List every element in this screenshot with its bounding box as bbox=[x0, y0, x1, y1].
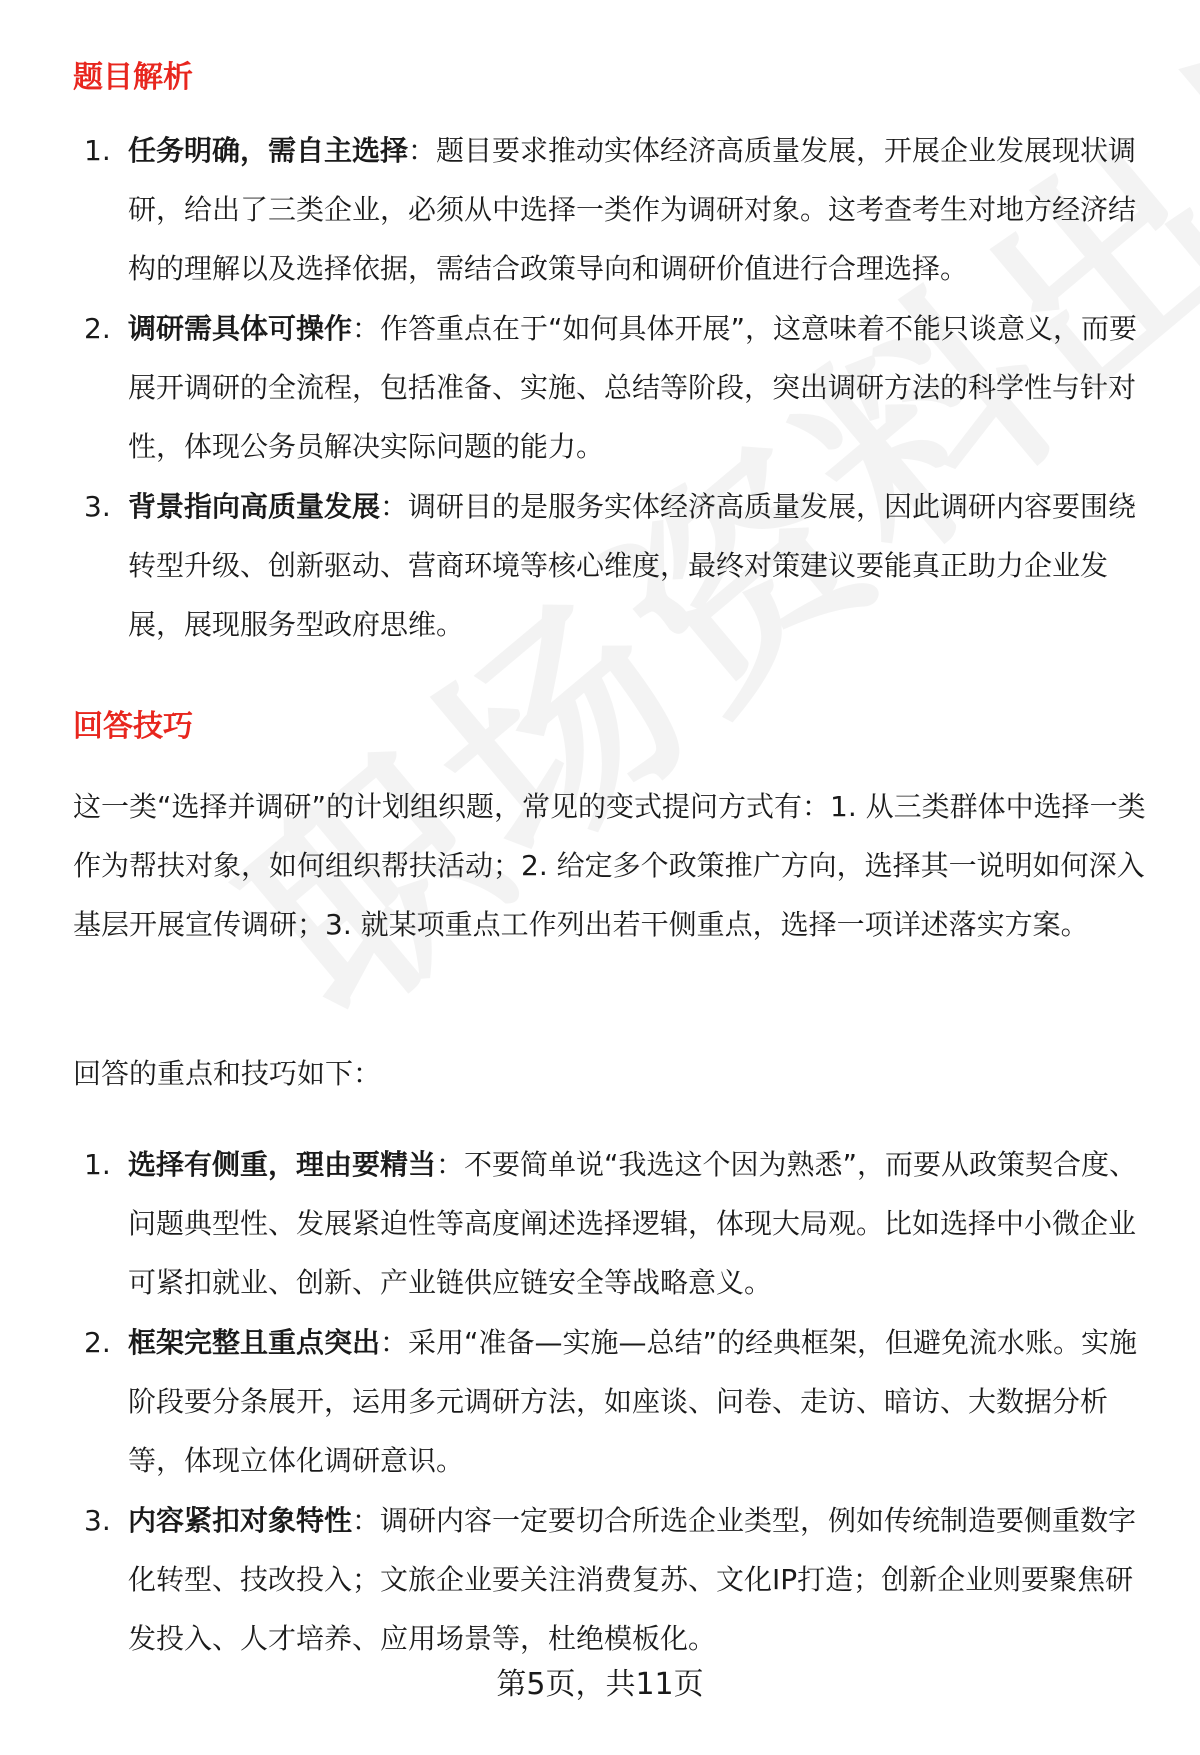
list-item-body: ：题目要求推动实体经济高质量发展，开展企业发展现状调研，给出了三类企业，必须从中选择一类作为调研对象。这考查考生对地方经济结构的理解以及选择依据，需结合政策导向和调研价值进行合理选择。 bbox=[128, 134, 1137, 285]
list-item bbox=[0, 299, 1200, 476]
list-item-text bbox=[128, 121, 1138, 298]
list-item-body: ：采用“准备—实施—总结”的经典框架，但避免流水账。实施阶段要分条展开，运用多元调研方法，如座谈、问卷、走访、暗访、大数据分析等，体现立体化调研意识。 bbox=[128, 1326, 1138, 1477]
list-item-number: 3. bbox=[84, 1504, 111, 1537]
section-heading-analysis: 题目解析 bbox=[73, 60, 193, 95]
list-item-text bbox=[128, 477, 1138, 654]
list-item-body: ：调研内容一定要切合所选企业类型，例如传统制造要侧重数字化转型、技改投入；文旅企业要关注消费复苏、文化IP打造；创新企业则要聚焦研发投入、人才培养、应用场景等，杜绝模板化。 bbox=[128, 1504, 1137, 1655]
list-item-title: 内容紧扣对象特性 bbox=[128, 1504, 353, 1537]
list-item bbox=[0, 1491, 1200, 1668]
list-item-title: 框架完整且重点突出 bbox=[128, 1326, 381, 1359]
tips-list bbox=[0, 1135, 1200, 1669]
list-item-title: 背景指向高质量发展 bbox=[128, 490, 381, 523]
list-item-text bbox=[128, 1313, 1138, 1490]
list-item bbox=[0, 477, 1200, 654]
list-item-number: 1. bbox=[84, 134, 111, 167]
section-heading-tips: 回答技巧 bbox=[73, 709, 193, 744]
list-item-number: 2. bbox=[84, 1326, 111, 1359]
page-number-footer: 第5页，共11页 bbox=[496, 1667, 704, 1702]
list-item-body: ：作答重点在于“如何具体开展”，这意味着不能只谈意义，而要展开调研的全流程，包括准备、实施、总结等阶段，突出调研方法的科学性与针对性，体现公务员解决实际问题的能力。 bbox=[128, 312, 1138, 463]
list-item-body: ：不要简单说“我选这个因为熟悉”，而要从政策契合度、问题典型性、发展紧迫性等高度阐述选择逻辑，体现大局观。比如选择中小微企业可紧扣就业、创新、产业链供应链安全等战略意义。 bbox=[128, 1148, 1138, 1299]
analysis-list bbox=[0, 121, 1200, 655]
list-item-title: 调研需具体可操作 bbox=[128, 312, 353, 345]
list-item-title: 任务明确，需自主选择 bbox=[128, 134, 409, 167]
list-item-text bbox=[128, 299, 1138, 476]
list-item bbox=[0, 1135, 1200, 1312]
list-item-text bbox=[128, 1135, 1138, 1312]
list-item bbox=[0, 121, 1200, 298]
list-item-number: 2. bbox=[84, 312, 111, 345]
list-item-text bbox=[128, 1491, 1138, 1668]
list-item-number: 3. bbox=[84, 490, 111, 523]
lead-paragraph: 回答的重点和技巧如下： bbox=[73, 1057, 382, 1090]
intro-paragraph: 这一类“选择并调研”的计划组织题，常见的变式提问方式有：1. 从三类群体中选择一类作为帮扶对象，如何组织帮扶活动；2. 给定多个政策推广方向，选择其一说明如何深入基层开展宣传调研；3. 就某项重点工作列出若干侧重点，选择一项详述落实方案。 bbox=[73, 790, 1146, 941]
list-item-number: 1. bbox=[84, 1148, 111, 1181]
list-item-body: ：调研目的是服务实体经济高质量发展，因此调研内容要围绕转型升级、创新驱动、营商环境等核心维度，最终对策建议要能真正助力企业发展，展现服务型政府思维。 bbox=[128, 490, 1137, 641]
list-item bbox=[0, 1313, 1200, 1490]
list-item-title: 选择有侧重，理由要精当 bbox=[128, 1148, 437, 1181]
